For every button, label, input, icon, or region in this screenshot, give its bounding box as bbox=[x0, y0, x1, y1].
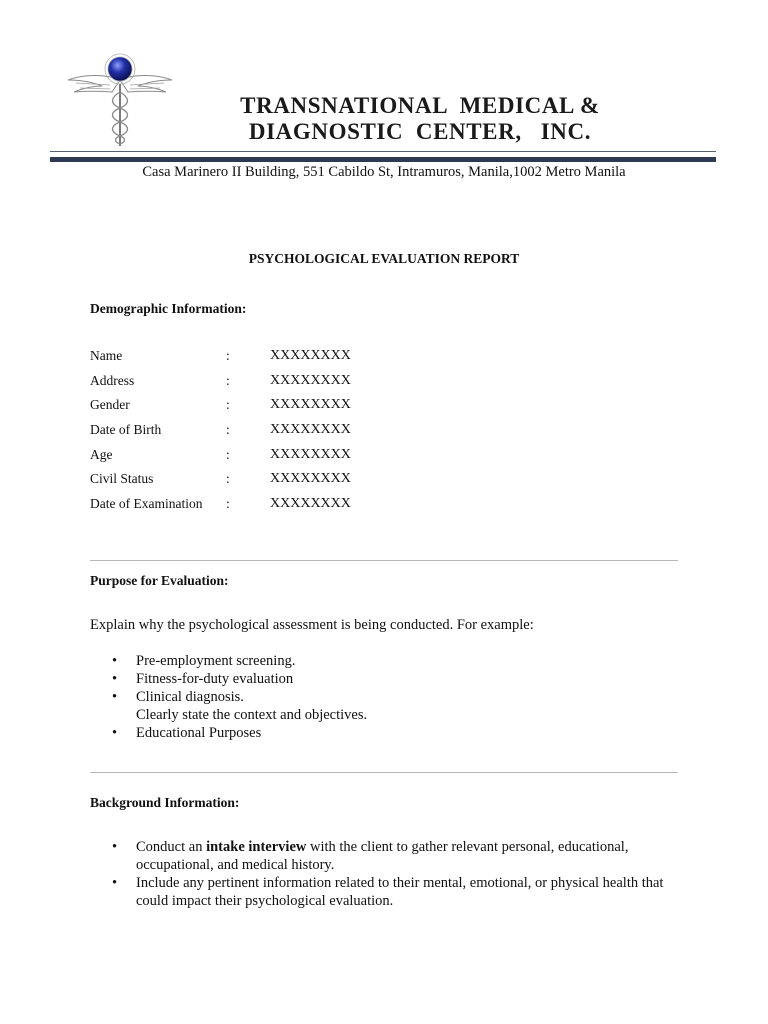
field-value: XXXXXXXX bbox=[270, 372, 351, 388]
purpose-intro: Explain why the psychological assessment is being conducted. For example: bbox=[90, 617, 534, 633]
field-separator: : bbox=[226, 422, 230, 438]
field-label: Gender bbox=[90, 397, 130, 413]
list-item bbox=[90, 838, 690, 874]
list-item-note: Clearly state the context and objectives. bbox=[136, 707, 368, 723]
company-name-line2: DIAGNOSTIC CENTER, INC. bbox=[248, 119, 592, 144]
header-divider-thick bbox=[50, 157, 716, 162]
background-heading: Background Information: bbox=[90, 795, 240, 810]
demographic-table bbox=[90, 348, 490, 521]
demographic-row-date-of-examination bbox=[90, 496, 490, 521]
field-label: Date of Examination bbox=[90, 496, 203, 512]
company-name bbox=[200, 93, 640, 145]
list-item-text: Fitness-for-duty evaluation bbox=[136, 671, 294, 687]
list-item-text: Educational Purposes bbox=[136, 725, 262, 741]
purpose-heading: Purpose for Evaluation: bbox=[90, 573, 229, 588]
field-separator: : bbox=[226, 397, 230, 413]
header-divider-thin bbox=[50, 151, 716, 152]
list-item-text-post: with the client to gather relevant personal, educational, occupational, and medical history. bbox=[136, 839, 629, 873]
field-label: Date of Birth bbox=[90, 422, 162, 438]
report-title: PSYCHOLOGICAL EVALUATION REPORT bbox=[248, 251, 520, 266]
list-item bbox=[90, 724, 690, 742]
field-value: XXXXXXXX bbox=[270, 471, 351, 487]
field-label: Age bbox=[90, 446, 113, 462]
list-item bbox=[90, 652, 690, 670]
demographic-heading: Demographic Information: bbox=[90, 301, 247, 316]
field-separator: : bbox=[226, 446, 230, 462]
list-item-text-bold: intake interview bbox=[206, 839, 307, 855]
section-divider bbox=[90, 560, 678, 561]
field-separator: : bbox=[226, 496, 230, 512]
list-item bbox=[90, 874, 690, 910]
field-label: Name bbox=[90, 348, 123, 363]
company-address: Casa Marinero II Building, 551 Cabildo St, Intramuros, Manila,1002 Metro Manila bbox=[142, 164, 626, 180]
list-item bbox=[90, 688, 690, 724]
demographic-row-date-of-birth bbox=[90, 422, 490, 447]
background-list bbox=[90, 838, 690, 910]
field-label: Address bbox=[90, 372, 135, 388]
demographic-row-age bbox=[90, 447, 490, 472]
demographic-row-gender bbox=[90, 397, 490, 422]
field-separator: : bbox=[226, 471, 230, 487]
section-divider bbox=[90, 772, 678, 773]
list-item-text: • Clinical diagnosis. bbox=[136, 689, 244, 705]
field-value: XXXXXXXX bbox=[270, 496, 351, 512]
field-value: XXXXXXXX bbox=[270, 422, 351, 438]
field-separator: : bbox=[226, 348, 230, 363]
field-value: XXXXXXXX bbox=[270, 348, 351, 363]
demographic-row-address bbox=[90, 373, 490, 398]
caduceus-globe-icon bbox=[66, 50, 174, 150]
field-separator: : bbox=[226, 372, 230, 388]
list-item-text: Pre-employment screening. bbox=[136, 653, 296, 669]
demographic-row-civil-status bbox=[90, 471, 490, 496]
purpose-list bbox=[90, 652, 690, 742]
list-item-text: Include any pertinent information related to their mental, emotional, or physical health that could impact their psychological evaluation. bbox=[136, 875, 664, 909]
list-item-text-pre: Conduct an bbox=[136, 839, 207, 855]
demographic-row-name bbox=[90, 348, 490, 373]
company-name-line1: TRANSNATIONAL MEDICAL & bbox=[240, 93, 600, 118]
field-label: Civil Status bbox=[90, 471, 154, 487]
field-value: XXXXXXXX bbox=[270, 397, 351, 413]
field-value: XXXXXXXX bbox=[270, 446, 351, 462]
list-item bbox=[90, 670, 690, 688]
